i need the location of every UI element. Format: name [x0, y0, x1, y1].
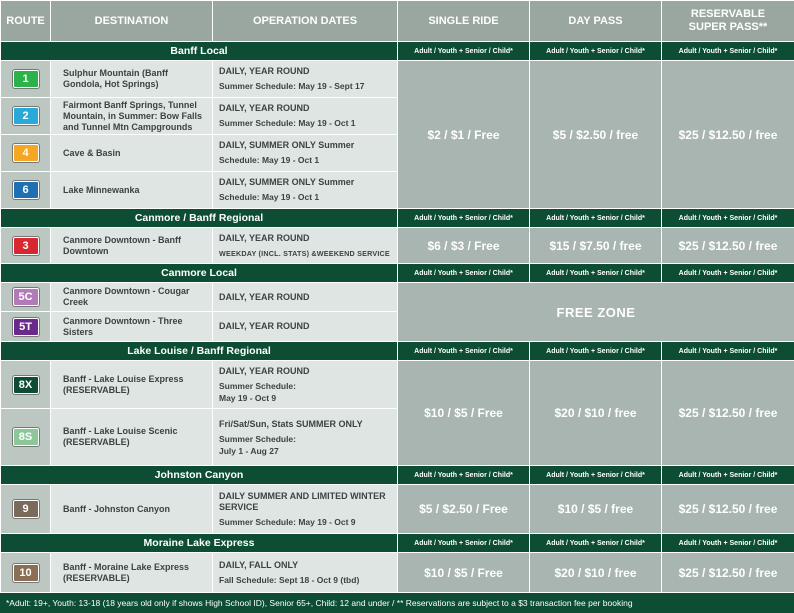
dates-line: DAILY, FALL ONLY [219, 559, 299, 570]
fare-subheader: Adult / Youth + Senior / Child* [662, 264, 794, 283]
table-row [1, 553, 794, 593]
header-super-pass [662, 1, 794, 42]
dates-line: DAILY, SUMMER ONLY Summer [219, 140, 355, 150]
table-row [1, 228, 794, 264]
price-single-ride: $6 / $3 / Free [398, 228, 530, 264]
price-day-pass: $5 / $2.50 / free [530, 61, 662, 209]
header-super-pass-line1: RESERVABLE [690, 8, 766, 20]
destination-cell: Canmore Downtown - Cougar Creek [51, 283, 213, 312]
dates-line: DAILY, YEAR ROUND [219, 366, 310, 376]
dates-line: Summer Schedule: [219, 433, 296, 444]
destination-cell: Canmore Downtown - Banff Downtown [51, 228, 213, 264]
fare-subheader: Adult / Youth + Senior / Child* [398, 42, 530, 61]
route-badge-2: 2 [13, 107, 39, 125]
dates-cell [213, 312, 398, 342]
header-operation-dates: OPERATION DATES [213, 1, 398, 42]
destination-cell: Sulphur Mountain (Banff Gondola, Hot Springs) [51, 61, 213, 98]
fare-subheader: Adult / Youth + Senior / Child* [398, 209, 530, 228]
dates-line: May 19 - Oct 9 [219, 393, 277, 403]
route-badge-8x: 8X [13, 376, 39, 394]
dates-cell [213, 98, 398, 135]
dates-line: DAILY, YEAR ROUND [219, 232, 310, 243]
dates-line: Schedule: May 19 - Oct 1 [219, 192, 320, 202]
dates-cell [213, 283, 398, 312]
dates-line: DAILY, YEAR ROUND [219, 66, 310, 76]
header-super-pass-line2: SUPER PASS** [688, 21, 768, 33]
destination-cell: Lake Minnewanka [51, 172, 213, 209]
dates-line: DAILY, SUMMER ONLY Summer [219, 177, 355, 187]
fare-subheader: Adult / Youth + Senior / Child* [398, 264, 530, 283]
route-badge-3: 3 [13, 237, 39, 255]
dates-line: Summer Schedule: [219, 381, 296, 391]
dates-cell [213, 61, 398, 98]
header-day-pass: DAY PASS [530, 1, 662, 42]
price-day-pass: $15 / $7.50 / free [530, 228, 662, 264]
footnote: *Adult: 19+, Youth: 13-18 (18 years old only if shows High School ID), Senior 65+, Child: 12 and under / ** Reservations are subject to a $3 transaction fee per booking [0, 593, 794, 613]
route-badge-4: 4 [13, 144, 39, 162]
fare-subheader: Adult / Youth + Senior / Child* [530, 534, 662, 553]
dates-line: DAILY, YEAR ROUND [219, 321, 310, 331]
section-banff-local: Banff Local [1, 42, 398, 61]
section-canmore-banff-regional: Canmore / Banff Regional [1, 209, 398, 228]
fare-subheader: Adult / Youth + Senior / Child* [662, 342, 794, 361]
price-day-pass: $20 / $10 / free [530, 361, 662, 466]
header-route: ROUTE [1, 1, 51, 42]
dates-line: Fri/Sat/Sun, Stats SUMMER ONLY [219, 418, 363, 429]
free-zone: FREE ZONE [398, 283, 794, 342]
price-single-ride: $10 / $5 / Free [398, 361, 530, 466]
table-row [1, 61, 794, 98]
section-lake-louise-banff-regional: Lake Louise / Banff Regional [1, 342, 398, 361]
price-day-pass: $10 / $5 / free [530, 485, 662, 534]
fare-subheader: Adult / Youth + Senior / Child* [662, 466, 794, 485]
fare-subheader: Adult / Youth + Senior / Child* [398, 342, 530, 361]
destination-cell: Banff - Moraine Lake Express (RESERVABLE) [51, 553, 213, 593]
dates-cell [213, 172, 398, 209]
destination-cell: Banff - Lake Louise Scenic (RESERVABLE) [51, 409, 213, 466]
dates-cell [213, 485, 398, 534]
destination-cell: Cave & Basin [51, 135, 213, 172]
destination-cell: Canmore Downtown - Three Sisters [51, 312, 213, 342]
fare-subheader: Adult / Youth + Senior / Child* [662, 209, 794, 228]
route-badge-5t: 5T [13, 318, 39, 336]
fare-subheader: Adult / Youth + Senior / Child* [530, 42, 662, 61]
fare-subheader: Adult / Youth + Senior / Child* [662, 534, 794, 553]
fare-subheader: Adult / Youth + Senior / Child* [530, 342, 662, 361]
fare-subheader: Adult / Youth + Senior / Child* [530, 209, 662, 228]
dates-line: Summer Schedule: May 19 - Oct 1 [219, 118, 356, 128]
route-badge-1: 1 [13, 70, 39, 88]
price-super-pass: $25 / $12.50 / free [662, 361, 794, 466]
fare-subheader: Adult / Youth + Senior / Child* [662, 42, 794, 61]
price-super-pass: $25 / $12.50 / free [662, 485, 794, 534]
price-single-ride: $5 / $2.50 / Free [398, 485, 530, 534]
dates-cell [213, 361, 398, 409]
table-row [1, 485, 794, 534]
route-badge-10: 10 [13, 564, 39, 582]
dates-cell [213, 553, 398, 593]
dates-line: Fall Schedule: Sept 18 - Oct 9 (tbd) [219, 574, 360, 585]
fare-subheader: Adult / Youth + Senior / Child* [398, 534, 530, 553]
destination-cell: Banff - Johnston Canyon [51, 485, 213, 534]
header-single-ride: SINGLE RIDE [398, 1, 530, 42]
dates-line: DAILY, YEAR ROUND [219, 103, 310, 113]
table-row [1, 283, 794, 312]
header-destination: DESTINATION [51, 1, 213, 42]
dates-line: WEEKDAY (INCL. STATS) &WEEKEND SERVICE [219, 248, 390, 258]
dates-line: Summer Schedule: May 19 - Oct 9 [219, 516, 356, 527]
dates-line: Schedule: May 19 - Oct 1 [219, 155, 320, 165]
dates-line: July 1 - Aug 27 [219, 445, 279, 456]
dates-cell [213, 228, 398, 264]
dates-line: Summer Schedule: May 19 - Sept 17 [219, 81, 365, 91]
price-day-pass: $20 / $10 / free [530, 553, 662, 593]
route-badge-6: 6 [13, 181, 39, 199]
destination-cell: Fairmont Banff Springs, Tunnel Mountain, in Summer: Bow Falls and Tunnel Mtn Campgrounds [51, 98, 213, 135]
fare-subheader: Adult / Youth + Senior / Child* [398, 466, 530, 485]
price-single-ride: $10 / $5 / Free [398, 553, 530, 593]
dates-cell [213, 135, 398, 172]
destination-cell: Banff - Lake Louise Express (RESERVABLE) [51, 361, 213, 409]
section-moraine-lake-express: Moraine Lake Express [1, 534, 398, 553]
section-canmore-local: Canmore Local [1, 264, 398, 283]
price-single-ride: $2 / $1 / Free [398, 61, 530, 209]
table-row [1, 361, 794, 409]
section-johnston-canyon: Johnston Canyon [1, 466, 398, 485]
route-badge-9: 9 [13, 500, 39, 518]
fare-subheader: Adult / Youth + Senior / Child* [530, 264, 662, 283]
dates-line: DAILY SUMMER AND LIMITED WINTER SERVICE [219, 490, 386, 512]
price-super-pass: $25 / $12.50 / free [662, 61, 794, 209]
dates-cell [213, 409, 398, 466]
route-badge-5c: 5C [13, 288, 39, 306]
dates-line: DAILY, YEAR ROUND [219, 291, 310, 302]
route-badge-8s: 8S [13, 428, 39, 446]
price-super-pass: $25 / $12.50 / free [662, 228, 794, 264]
fare-subheader: Adult / Youth + Senior / Child* [530, 466, 662, 485]
price-super-pass: $25 / $12.50 / free [662, 553, 794, 593]
